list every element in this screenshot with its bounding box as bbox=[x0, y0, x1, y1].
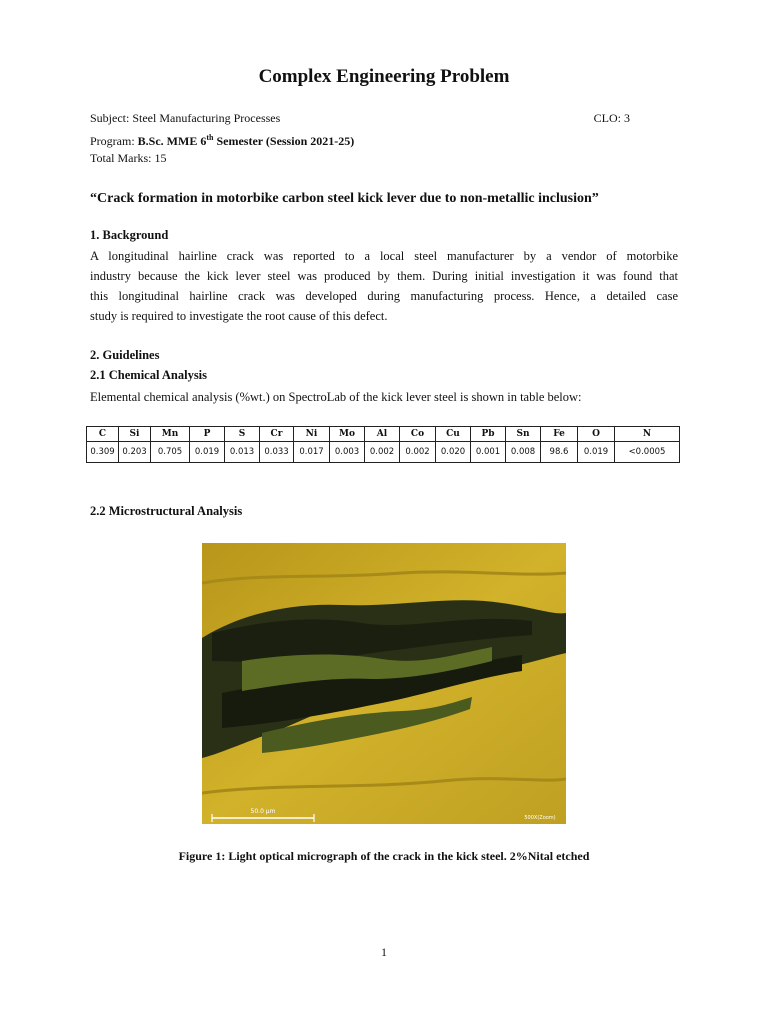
background-heading: 1. Background bbox=[90, 228, 169, 242]
table-cell: 0.309 bbox=[87, 442, 119, 463]
table-cell: 0.033 bbox=[260, 442, 294, 463]
table-row bbox=[87, 442, 680, 463]
table-cell: 0.002 bbox=[400, 442, 436, 463]
table-cell: 0.020 bbox=[436, 442, 471, 463]
program-label: Program: bbox=[90, 134, 138, 148]
table-cell: 0.013 bbox=[225, 442, 260, 463]
figure-caption: Figure 1: Light optical micrograph of the crack in the kick steel. 2%Nital etched bbox=[178, 849, 590, 863]
background-paragraph bbox=[90, 246, 678, 326]
table-header-cell: Cr bbox=[260, 427, 294, 442]
table-cell: 0.001 bbox=[471, 442, 506, 463]
marks-line: Total Marks: 15 bbox=[90, 151, 167, 165]
table-header-cell: Mo bbox=[330, 427, 365, 442]
subject-line: Subject: Steel Manufacturing Processes bbox=[90, 111, 281, 125]
table-header-cell: Co bbox=[400, 427, 436, 442]
table-header-cell: Pb bbox=[471, 427, 506, 442]
table-header-row bbox=[87, 427, 680, 442]
table-header-cell: S bbox=[225, 427, 260, 442]
meta-block bbox=[90, 108, 630, 168]
magnification-label: 500X(Zoom) bbox=[524, 815, 556, 821]
table-header-cell: N bbox=[615, 427, 680, 442]
table-header-cell: P bbox=[190, 427, 225, 442]
table-header-cell: Ni bbox=[294, 427, 330, 442]
program-sup: th bbox=[206, 133, 214, 142]
table-cell: 0.017 bbox=[294, 442, 330, 463]
problem-title: “Crack formation in motorbike carbon steel kick lever due to non-metallic inclusion” bbox=[90, 191, 599, 206]
table-header-cell: O bbox=[578, 427, 615, 442]
table-cell: 0.203 bbox=[119, 442, 151, 463]
table-header-cell: Mn bbox=[151, 427, 190, 442]
clo-line: CLO: 3 bbox=[593, 111, 630, 125]
scale-bar-label: 50.0 µm bbox=[250, 808, 276, 815]
table-cell: 0.003 bbox=[330, 442, 365, 463]
background-line: A longitudinal hairline crack was reported to a local steel manufacturer by a vendor of motorbike bbox=[90, 249, 678, 263]
table-cell: 0.019 bbox=[578, 442, 615, 463]
table-header-cell: Sn bbox=[506, 427, 541, 442]
background-line: this longitudinal hairline crack was developed during manufacturing process. Hence, a detailed case bbox=[90, 289, 678, 303]
chemical-composition-table bbox=[86, 426, 680, 463]
table-cell: 0.002 bbox=[365, 442, 400, 463]
table-cell: 0.705 bbox=[151, 442, 190, 463]
table-cell: 0.019 bbox=[190, 442, 225, 463]
chem-intro: Elemental chemical analysis (%wt.) on SpectroLab of the kick lever steel is shown in table below: bbox=[90, 390, 582, 404]
page-number: 1 bbox=[381, 945, 387, 959]
program-value-a: B.Sc. MME 6 bbox=[137, 134, 207, 148]
table-header-cell: Cu bbox=[436, 427, 471, 442]
micrograph-svg bbox=[202, 543, 566, 824]
program-value-b: Semester (Session 2021-25) bbox=[213, 134, 355, 148]
page-title: Complex Engineering Problem bbox=[258, 66, 510, 87]
table-cell: <0.0005 bbox=[615, 442, 680, 463]
table-header-cell: Fe bbox=[541, 427, 578, 442]
guidelines-heading: 2. Guidelines bbox=[90, 348, 160, 362]
table-cell: 98.6 bbox=[541, 442, 578, 463]
background-line: industry because the kick lever steel was produced by them. During initial investigation it was found that bbox=[90, 269, 678, 283]
program-line bbox=[90, 128, 354, 148]
micro-heading: 2.2 Microstructural Analysis bbox=[90, 504, 243, 518]
table-cell: 0.008 bbox=[506, 442, 541, 463]
table-header-cell: Al bbox=[365, 427, 400, 442]
background-line: study is required to investigate the root cause of this defect. bbox=[90, 309, 388, 323]
micrograph-image bbox=[202, 543, 566, 824]
table-header-cell: Si bbox=[119, 427, 151, 442]
chem-heading: 2.1 Chemical Analysis bbox=[90, 368, 208, 382]
table-header-cell: C bbox=[87, 427, 119, 442]
